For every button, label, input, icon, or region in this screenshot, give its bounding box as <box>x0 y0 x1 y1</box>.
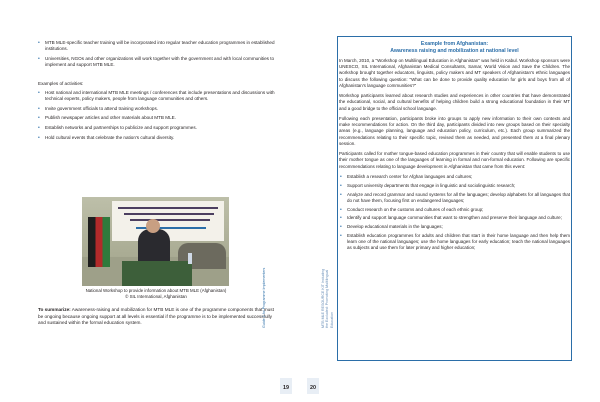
body-paragraph: In March, 2010, a "Workshop on Multilingual Education in Afghanistan" was held in Kabul. Workshop sponsors were UNESCO, SIL International, Afghanistan Medical Consultants, Samar, World Vision and Save the Children. The workshop brought together educators, linguists, policy makers and MT speakers of Afghanistan's ethnic languages to discuss the following question: "What can be done to provide quality education for girls and boys from all of Afghanistan's language communities?" <box>339 58 570 88</box>
summary-label: To summarize: <box>38 307 71 312</box>
list-item: • Develop educational materials in the languages; <box>339 224 570 230</box>
body-paragraph: Following each presentation, participants broke into groups to apply new information to their own contexts and make recommendations for action. On the third day, participants divided into new groups based on their specialty areas (e.g., language planning, language and education policy, curriculum, etc.). Each group summarized the recommendations relating to their specific topic, revised them as needed, and presented them at a final plenary session. <box>339 116 570 146</box>
list-item: • Publish newspaper articles and other materials about MTB MLE. <box>38 115 276 121</box>
spine-text-left: Guide 4 for Programme Implementers <box>262 267 266 328</box>
box-subtitle-line: Awareness raising and mobilization at national level <box>390 48 519 54</box>
list-item: • Hold cultural events that celebrate the nation's cultural diversity. <box>38 135 276 141</box>
list-item: • MTB MLE-specific teacher training will be incorporated into regular teacher education programmes in established institutions. <box>38 40 276 52</box>
workshop-photo <box>82 197 229 286</box>
body-paragraph: Workshop participants learned about research studies and experiences in other countries that have demonstrated the educational, social, and cultural benefits of helping children build a strong educational foundation in their MT and a good bridge to the official school language. <box>339 93 570 111</box>
list-item: • Establish education programmes for adults and children that start in their home language and then help them learn one of the national languages; use the home languages for early education; teach the national languages as subjects and use them for later primary and higher education; <box>339 233 570 252</box>
list-item: • Universities, NGOs and other organizations will work together with the government and with local communities to implement and support MTB MLE. <box>38 56 276 68</box>
photo-caption-title: National Workshop to provide information about MTB MLE (Afghanistan) <box>85 288 227 293</box>
top-bullet-list <box>38 40 276 71</box>
summary-paragraph <box>38 307 276 327</box>
list-item: • Establish a research center for Afghan languages and cultures; <box>339 174 570 180</box>
recommendations-list <box>339 174 570 252</box>
activities-heading: Examples of activities: <box>38 81 84 86</box>
list-item: • Establish networks and partnerships to publicize and support programmes. <box>38 125 276 131</box>
activities-list <box>38 90 276 144</box>
list-item: • Conduct research on the customs and cultures of each ethnic group; <box>339 207 570 213</box>
list-item: • Support university departments that engage in linguistic and sociolinguistic research; <box>339 183 570 189</box>
photo-caption <box>70 288 242 299</box>
summary-text: Awareness-raising and mobilization for MTB MLE is one of the programme components that must be ongoing because ongoing support at all levels is essential if the programme is to be implemented successfully and sustained within the formal education system. <box>38 307 274 325</box>
photo-caption-credit: © SIL International, Afghanistan <box>125 293 187 299</box>
box-title-line: Example from Afghanistan: <box>420 41 489 47</box>
list-item: • Host national and international MTB MLE meetings / conferences that include presentations and discussions with technical experts, policy makers, people from language communities and others. <box>38 90 276 102</box>
spine-text-right: MTB MLE RESOURCE KIT Including the Excluded: Promoting Multilingual Education <box>321 268 334 328</box>
page-number-left: 19 <box>283 385 289 391</box>
example-box-body <box>339 58 570 254</box>
page-number-right: 20 <box>310 385 316 391</box>
flag-image <box>88 217 110 267</box>
list-item: • Identify and support language communities that want to strengthen and preserve their language and culture; <box>339 215 570 221</box>
list-item: • Invite government officials to attend training workshops. <box>38 106 276 112</box>
example-box-title <box>337 41 572 55</box>
list-item: • Analyze and record grammar and sound systems for all the languages; develop alphabets for all languages that do not have them, focusing first on endangered languages; <box>339 192 570 204</box>
body-paragraph: Participants called for mother tongue-based education programmes in their country that will enable students to use their mother tongue as one of the languages of learning in formal and non-formal education. Following are specific recommendations relating to language development in Afghanistan that came from this event: <box>339 151 570 169</box>
